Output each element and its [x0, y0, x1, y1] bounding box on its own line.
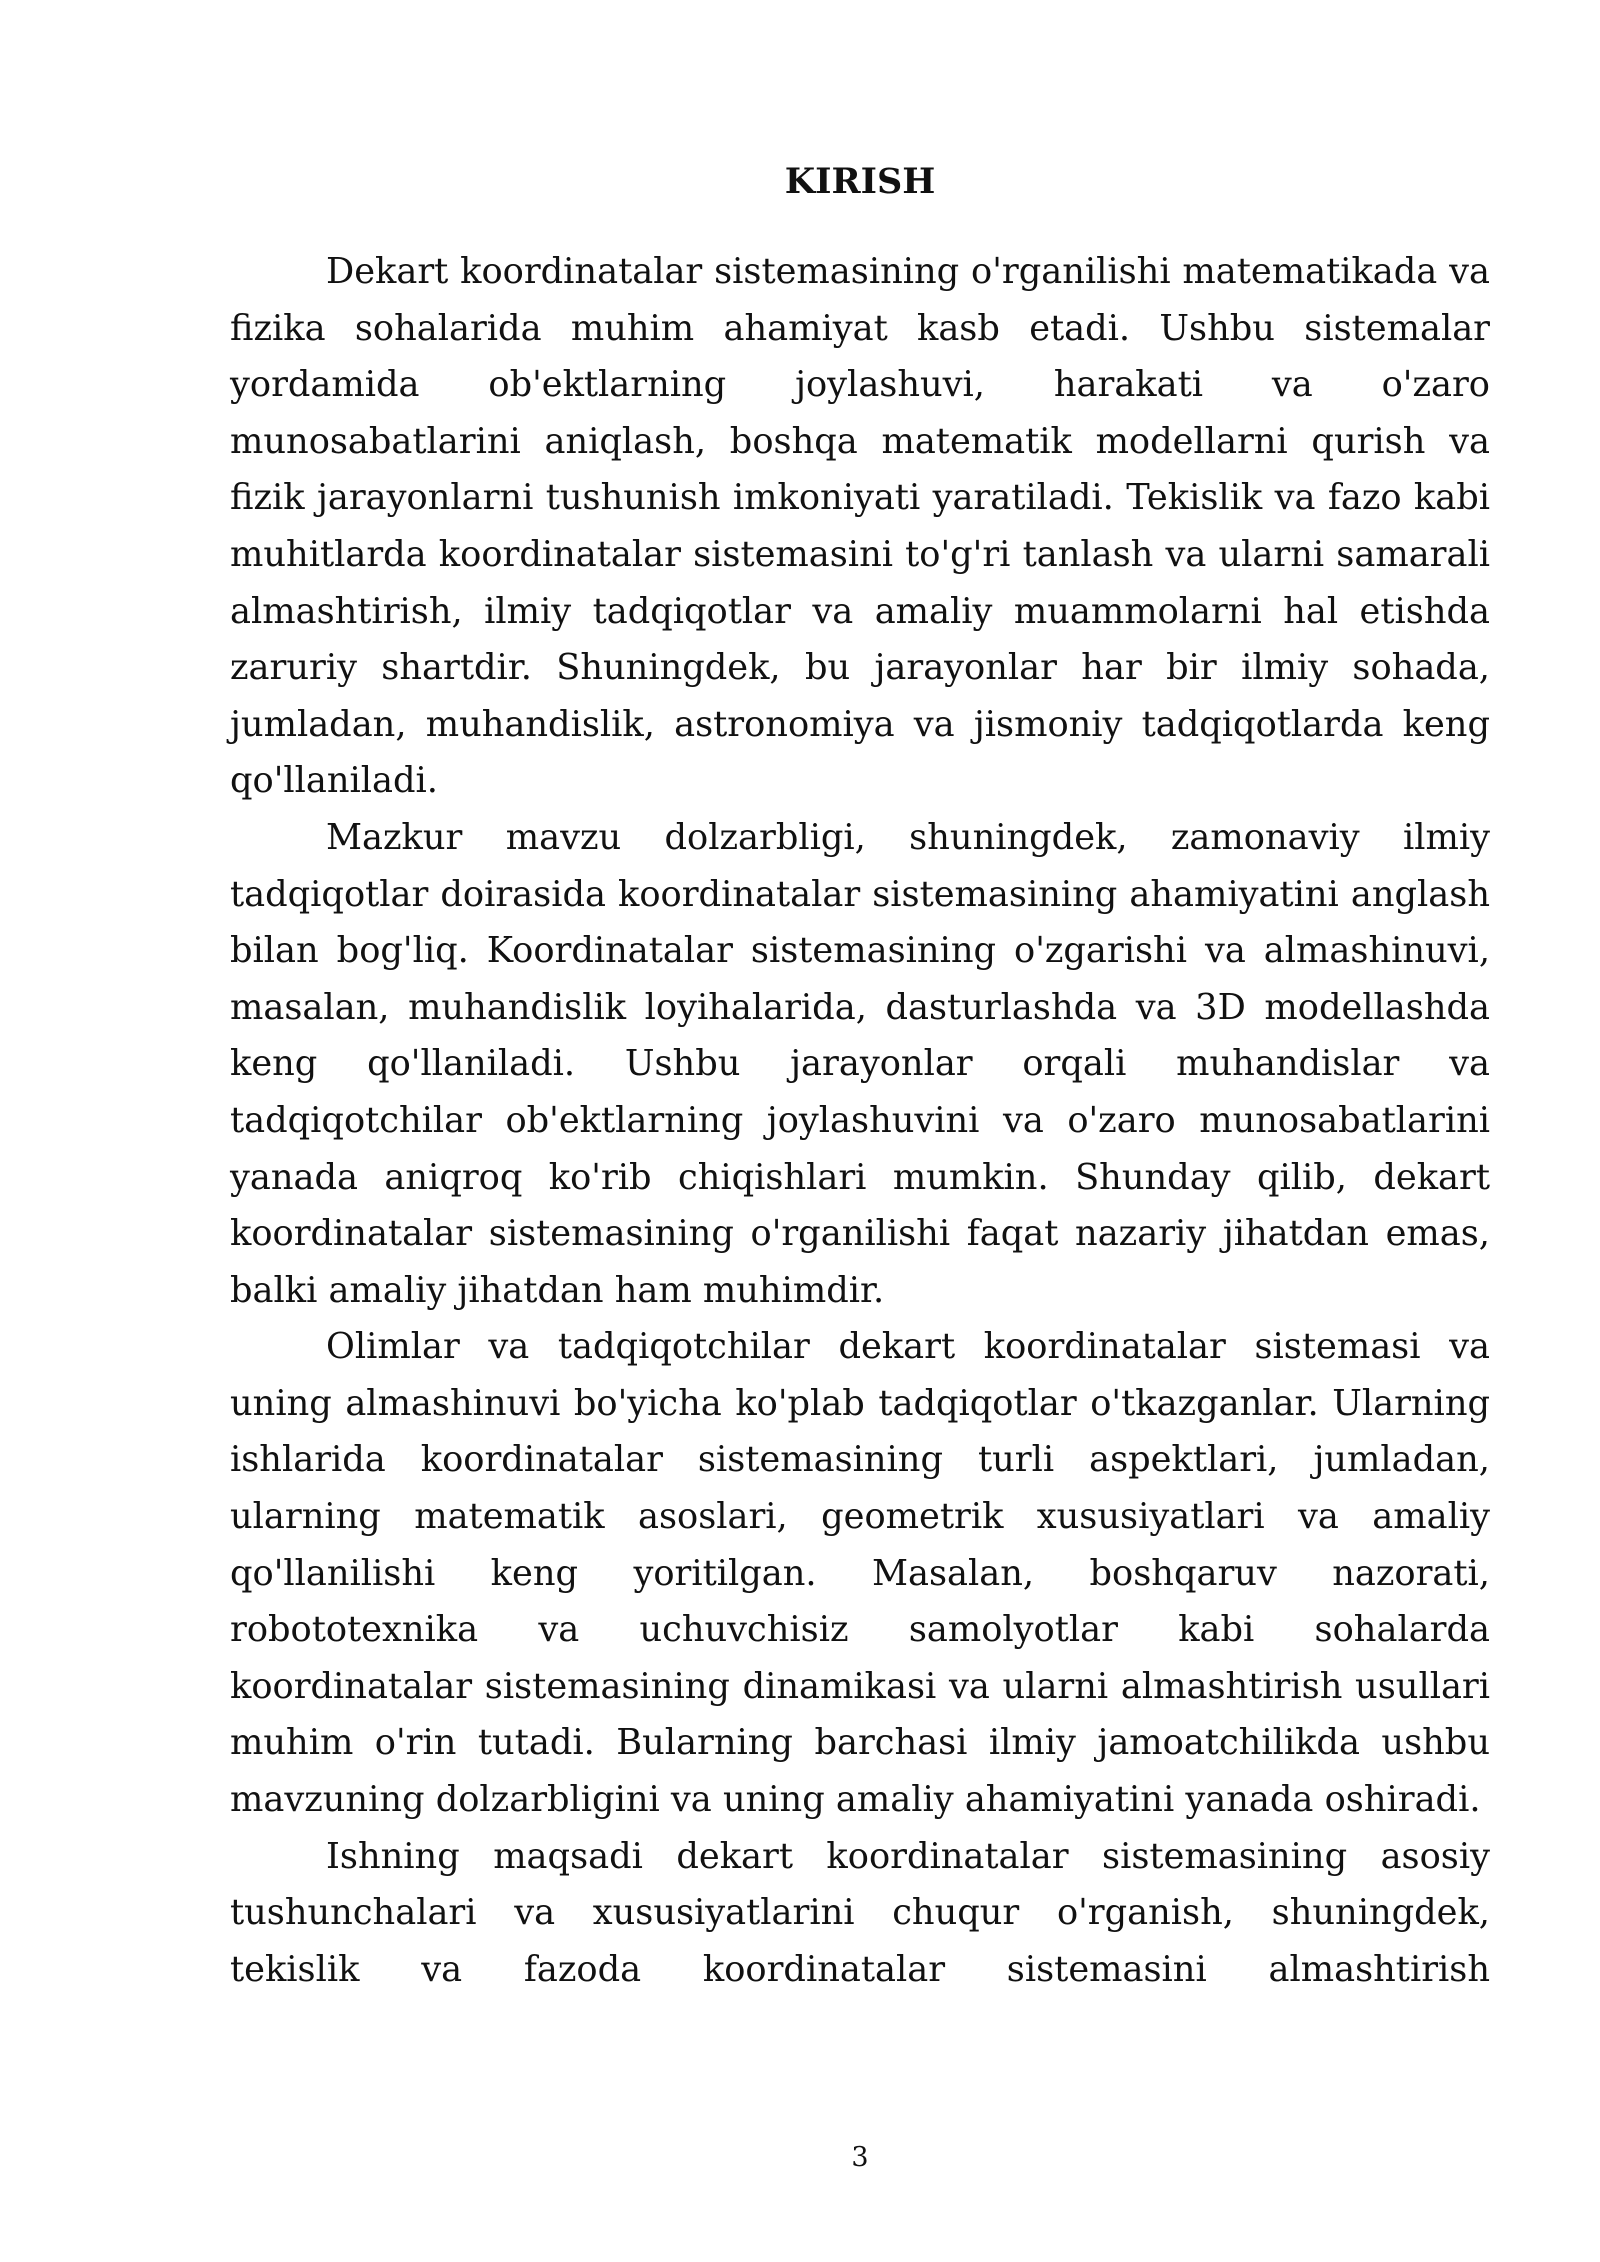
- paragraph-4: Ishning maqsadi dekart koordinatalar sistemasining asosiy tushunchalari va xususiyatlarini chuqur o'rganish, shuningdek, tekislik va fazoda koordinatalar sistemasini almashtirish: [230, 1835, 1490, 1990]
- body-text: [230, 244, 1490, 1998]
- paragraph-1: Dekart koordinatalar sistemasining o'rganilishi matematikada va fizika sohalarida muhim ahamiyat kasb etadi. Ushbu sistemalar yordamida ob'ektlarning joylashuvi, harakati va o'zaro munosabatlarini aniqlash, boshqa matematik modellarni qurish va fizik jarayonlarni tushunish imkoniyati yaratiladi. Tekislik va fazo kabi muhitlarda koordinatalar sistemasini to'g'ri tanlash va ularni samarali almashtirish, ilmiy tadqiqotlar va amaliy muammolarni hal etishda zaruriy shartdir. Shuningdek, bu jarayonlar har bir ilmiy sohada, jumladan, muhandislik, astronomiya va jismoniy tadqiqotlarda keng qo'llaniladi.: [230, 251, 1490, 802]
- paragraph-3: Olimlar va tadqiqotchilar dekart koordinatalar sistemasi va uning almashinuvi bo'yicha ko'plab tadqiqotlar o'tkazganlar. Ularning ishlarida koordinatalar sistemasining turli aspektlari, jumladan, ularning matematik asoslari, geometrik xususiyatlari va amaliy qo'llanilishi keng yoritilgan. Masalan, boshqaruv nazorati, robototexnika va uchuvchisiz samolyotlar kabi sohalarda koordinatalar sistemasining dinamikasi va ularni almashtirish usullari muhim o'rin tutadi. Bularning barchasi ilmiy jamoatchilikda ushbu mavzuning dolzarbligini va uning amaliy ahamiyatini yanada oshiradi.: [230, 1326, 1490, 1821]
- page-title: KIRISH: [784, 161, 936, 202]
- page-number: 3: [851, 2142, 869, 2173]
- paragraph-2: Mazkur mavzu dolzarbligi, shuningdek, zamonaviy ilmiy tadqiqotlar doirasida koordinatalar sistemasining ahamiyatini anglash bilan bog'liq. Koordinatalar sistemasining o'zgarishi va almashinuvi, masalan, muhandislik loyihalarida, dasturlashda va 3D modellashda keng qo'llaniladi. Ushbu jarayonlar orqali muhandislar va tadqiqotchilar ob'ektlarning joylashuvini va o'zaro munosabatlarini yanada aniqroq ko'rib chiqishlari mumkin. Shunday qilib, dekart koordinatalar sistemasining o'rganilishi faqat nazariy jihatdan emas, balki amaliy jihatdan ham muhimdir.: [230, 816, 1490, 1311]
